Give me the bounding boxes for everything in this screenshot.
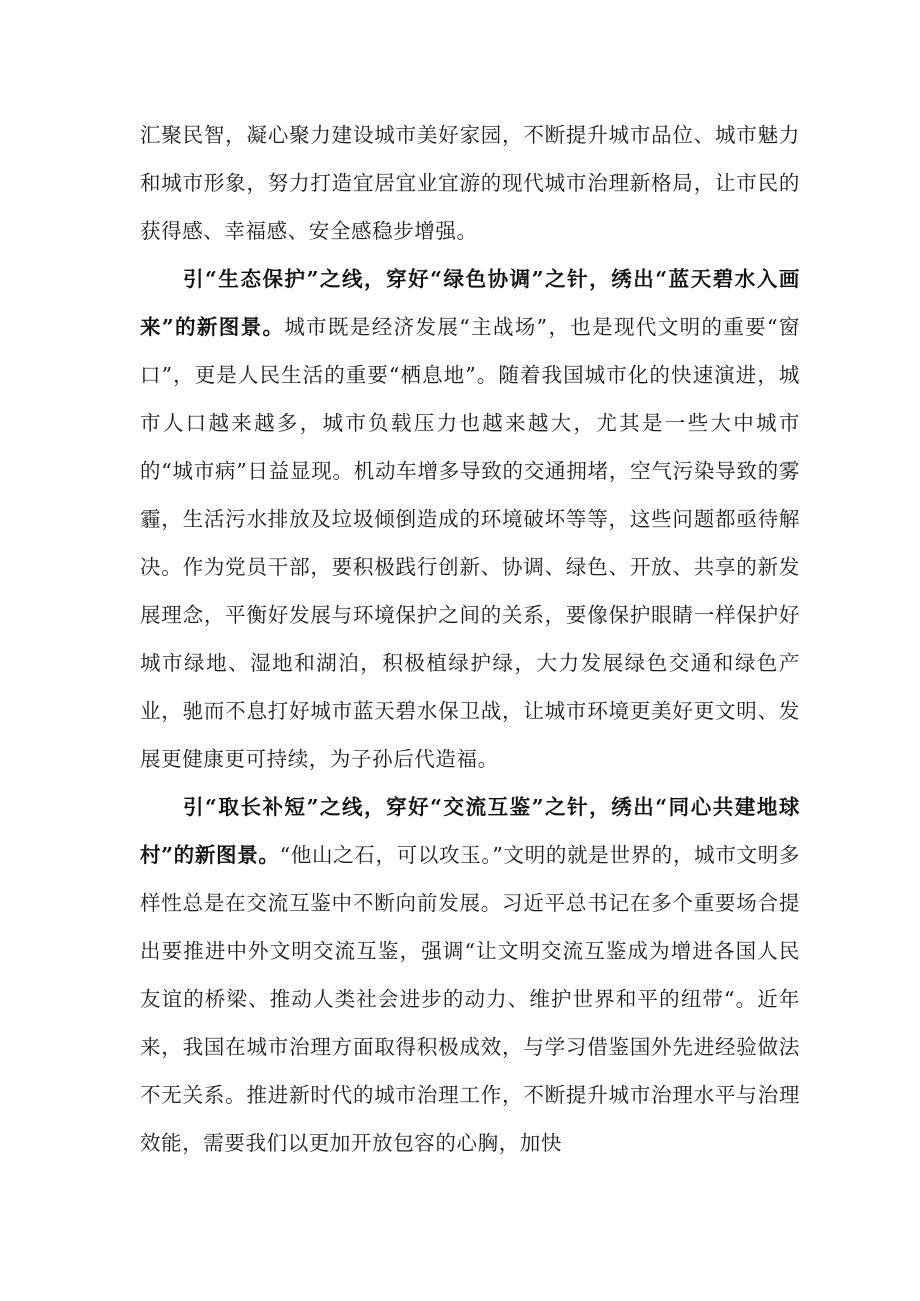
paragraph-2-heading: 引“生态保护”之线，穿好“绿色协调”之针，绣出“蓝天碧水入画来”的新图景。 <box>140 267 800 339</box>
paragraph-3 <box>140 783 800 1167</box>
paragraph-3-body: “他山之石，可以攻玉。”文明的就是世界的，城市文明多样性总是在交流互鉴中不断向前发展。习近平总书记在多个重要场合提出要推进中外文明交流互鉴，强调“让文明交流互鉴成为增进各国人民友谊的桥梁、推动人类社会进步的动力、维护世界和平的纽带“。近年来，我国在城市治理方面取得积极成效，与学习借鉴国外先进经验做法不无关系。推进新时代的城市治理工作，不断提升城市治理水平与治理效能，需要我们以更加开放包容的心胸，加快 <box>140 843 801 1155</box>
paragraph-1-body: 汇聚民智，凝心聚力建设城市美好家园，不断提升城市品位、城市魅力和城市形象，努力打造宜居宜业宜游的现代城市治理新格局，让市民的获得感、幸福感、安全感稳步增强。 <box>140 123 800 243</box>
paragraph-2 <box>140 255 800 783</box>
paragraph-1 <box>140 111 800 255</box>
paragraph-2-body: 城市既是经济发展“主战场”，也是现代文明的重要“窗口”，更是人民生活的重要“栖息地”。随着我国城市化的快速演进，城市人口越来越多，城市负载压力也越来越大，尤其是一些大中城市的“城市病”日益显现。机动车增多导致的交通拥堵，空气污染导致的雾霾，生活污水排放及垃圾倾倒造成的环境破坏等等，这些问题都亟待解决。作为党员干部，要积极践行创新、协调、绿色、开放、共享的新发展理念，平衡好发展与环境保护之间的关系，要像保护眼睛一样保护好城市绿地、湿地和湖泊，积极植绿护绿，大力发展绿色交通和绿色产业，驰而不息打好城市蓝天碧水保卫战，让城市环境更美好更文明、发展更健康更可持续，为子孙后代造福。 <box>140 315 800 771</box>
document-body <box>140 111 800 1167</box>
paragraph-3-heading: 引“取长补短”之线，穿好“交流互鉴”之针，绣出“同心共建地球村”的新图景。 <box>140 795 800 867</box>
